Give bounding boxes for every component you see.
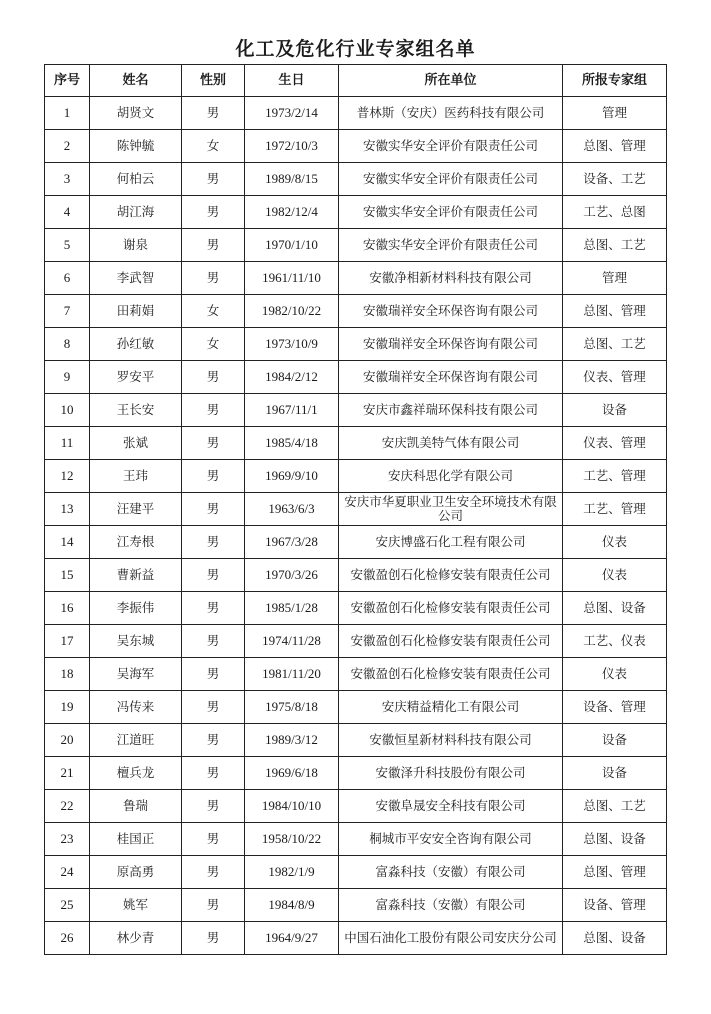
cell-no: 16 [45, 592, 90, 625]
cell-name: 陈钟毓 [90, 130, 182, 163]
cell-group: 总图、工艺 [563, 229, 667, 262]
cell-birthday: 1984/8/9 [245, 889, 339, 922]
cell-group: 总图、工艺 [563, 790, 667, 823]
cell-birthday: 1984/10/10 [245, 790, 339, 823]
cell-birthday: 1970/1/10 [245, 229, 339, 262]
header-birthday: 生日 [245, 65, 339, 97]
cell-no: 14 [45, 526, 90, 559]
cell-group: 仪表 [563, 526, 667, 559]
cell-group: 总图、管理 [563, 295, 667, 328]
table-row [45, 493, 667, 526]
cell-gender: 女 [182, 328, 245, 361]
cell-name: 吴海军 [90, 658, 182, 691]
cell-group: 仪表 [563, 658, 667, 691]
cell-group: 仪表 [563, 559, 667, 592]
table-row [45, 757, 667, 790]
cell-gender: 男 [182, 460, 245, 493]
header-unit: 所在单位 [339, 65, 563, 97]
cell-group: 设备、工艺 [563, 163, 667, 196]
cell-birthday: 1958/10/22 [245, 823, 339, 856]
cell-gender: 男 [182, 427, 245, 460]
cell-no: 20 [45, 724, 90, 757]
cell-group: 设备、管理 [563, 889, 667, 922]
cell-no: 4 [45, 196, 90, 229]
cell-name: 姚军 [90, 889, 182, 922]
cell-no: 13 [45, 493, 90, 526]
table-row [45, 229, 667, 262]
cell-no: 21 [45, 757, 90, 790]
cell-name: 胡江海 [90, 196, 182, 229]
cell-unit: 安徽瑞祥安全环保咨询有限公司 [339, 295, 563, 328]
cell-unit: 安庆科思化学有限公司 [339, 460, 563, 493]
cell-name: 谢泉 [90, 229, 182, 262]
cell-birthday: 1973/2/14 [245, 97, 339, 130]
cell-no: 22 [45, 790, 90, 823]
cell-birthday: 1972/10/3 [245, 130, 339, 163]
cell-gender: 男 [182, 559, 245, 592]
cell-no: 26 [45, 922, 90, 955]
cell-gender: 男 [182, 790, 245, 823]
cell-unit: 安徽实华安全评价有限责任公司 [339, 163, 563, 196]
table-row [45, 163, 667, 196]
cell-gender: 男 [182, 625, 245, 658]
cell-no: 18 [45, 658, 90, 691]
cell-birthday: 1975/8/18 [245, 691, 339, 724]
cell-no: 12 [45, 460, 90, 493]
cell-name: 孙红敏 [90, 328, 182, 361]
cell-unit: 安庆市鑫祥瑞环保科技有限公司 [339, 394, 563, 427]
cell-gender: 男 [182, 229, 245, 262]
cell-birthday: 1985/1/28 [245, 592, 339, 625]
cell-birthday: 1967/3/28 [245, 526, 339, 559]
cell-birthday: 1981/11/20 [245, 658, 339, 691]
cell-group: 工艺、管理 [563, 460, 667, 493]
cell-birthday: 1982/12/4 [245, 196, 339, 229]
cell-unit: 安徽泽升科技股份有限公司 [339, 757, 563, 790]
cell-group: 总图、管理 [563, 856, 667, 889]
cell-gender: 男 [182, 691, 245, 724]
table-header [45, 65, 667, 97]
cell-unit: 安徽盈创石化检修安装有限责任公司 [339, 658, 563, 691]
table-row [45, 592, 667, 625]
cell-unit: 安徽盈创石化检修安装有限责任公司 [339, 625, 563, 658]
cell-no: 17 [45, 625, 90, 658]
table-row [45, 196, 667, 229]
cell-name: 吴东城 [90, 625, 182, 658]
cell-unit: 安徽瑞祥安全环保咨询有限公司 [339, 328, 563, 361]
cell-gender: 男 [182, 526, 245, 559]
cell-unit: 安庆市华夏职业卫生安全环境技术有限公司 [339, 493, 563, 526]
cell-no: 11 [45, 427, 90, 460]
cell-group: 工艺、总图 [563, 196, 667, 229]
cell-name: 王长安 [90, 394, 182, 427]
cell-birthday: 1982/10/22 [245, 295, 339, 328]
cell-gender: 男 [182, 592, 245, 625]
cell-no: 23 [45, 823, 90, 856]
cell-birthday: 1973/10/9 [245, 328, 339, 361]
cell-birthday: 1985/4/18 [245, 427, 339, 460]
cell-unit: 安徽阜晟安全科技有限公司 [339, 790, 563, 823]
table-row [45, 328, 667, 361]
cell-birthday: 1967/11/1 [245, 394, 339, 427]
cell-group: 设备 [563, 757, 667, 790]
cell-name: 李武智 [90, 262, 182, 295]
cell-birthday: 1969/9/10 [245, 460, 339, 493]
header-gender: 性别 [182, 65, 245, 97]
cell-group: 总图、工艺 [563, 328, 667, 361]
cell-no: 7 [45, 295, 90, 328]
cell-birthday: 1964/9/27 [245, 922, 339, 955]
cell-group: 设备 [563, 724, 667, 757]
cell-no: 8 [45, 328, 90, 361]
cell-no: 9 [45, 361, 90, 394]
cell-group: 总图、管理 [563, 130, 667, 163]
cell-unit: 普林斯（安庆）医药科技有限公司 [339, 97, 563, 130]
cell-gender: 男 [182, 889, 245, 922]
cell-gender: 男 [182, 361, 245, 394]
header-group: 所报专家组 [563, 65, 667, 97]
table-row [45, 856, 667, 889]
table-row [45, 658, 667, 691]
cell-name: 罗安平 [90, 361, 182, 394]
cell-gender: 男 [182, 856, 245, 889]
cell-gender: 男 [182, 196, 245, 229]
header-row [45, 65, 667, 97]
cell-unit: 安徽盈创石化检修安装有限责任公司 [339, 592, 563, 625]
cell-name: 曹新益 [90, 559, 182, 592]
table-body [45, 97, 667, 955]
cell-gender: 男 [182, 163, 245, 196]
cell-group: 仪表、管理 [563, 361, 667, 394]
table-row [45, 427, 667, 460]
table-row [45, 262, 667, 295]
table-row [45, 922, 667, 955]
cell-birthday: 1969/6/18 [245, 757, 339, 790]
cell-group: 管理 [563, 97, 667, 130]
cell-unit: 安徽实华安全评价有限责任公司 [339, 196, 563, 229]
table-row [45, 526, 667, 559]
cell-gender: 男 [182, 922, 245, 955]
cell-birthday: 1961/11/10 [245, 262, 339, 295]
table-row [45, 691, 667, 724]
cell-birthday: 1963/6/3 [245, 493, 339, 526]
cell-unit: 安庆凯美特气体有限公司 [339, 427, 563, 460]
cell-gender: 男 [182, 97, 245, 130]
cell-group: 管理 [563, 262, 667, 295]
cell-birthday: 1984/2/12 [245, 361, 339, 394]
cell-no: 6 [45, 262, 90, 295]
cell-no: 10 [45, 394, 90, 427]
table-row [45, 97, 667, 130]
cell-gender: 男 [182, 757, 245, 790]
cell-name: 王玮 [90, 460, 182, 493]
cell-gender: 男 [182, 724, 245, 757]
table-row [45, 130, 667, 163]
cell-unit: 桐城市平安安全咨询有限公司 [339, 823, 563, 856]
cell-gender: 男 [182, 262, 245, 295]
cell-gender: 男 [182, 658, 245, 691]
cell-name: 汪建平 [90, 493, 182, 526]
cell-group: 设备 [563, 394, 667, 427]
cell-unit: 富淼科技（安徽）有限公司 [339, 856, 563, 889]
table-row [45, 559, 667, 592]
cell-name: 张斌 [90, 427, 182, 460]
cell-name: 江道旺 [90, 724, 182, 757]
cell-name: 李振伟 [90, 592, 182, 625]
cell-birthday: 1982/1/9 [245, 856, 339, 889]
table-row [45, 361, 667, 394]
cell-unit: 安徽净相新材料科技有限公司 [339, 262, 563, 295]
cell-group: 工艺、管理 [563, 493, 667, 526]
cell-group: 仪表、管理 [563, 427, 667, 460]
cell-name: 林少青 [90, 922, 182, 955]
cell-name: 檀兵龙 [90, 757, 182, 790]
cell-unit: 安徽实华安全评价有限责任公司 [339, 130, 563, 163]
expert-table [44, 64, 667, 955]
table-row [45, 823, 667, 856]
cell-group: 总图、设备 [563, 823, 667, 856]
cell-name: 胡贤文 [90, 97, 182, 130]
cell-name: 江寿根 [90, 526, 182, 559]
cell-no: 15 [45, 559, 90, 592]
cell-no: 1 [45, 97, 90, 130]
table-row [45, 790, 667, 823]
header-no: 序号 [45, 65, 90, 97]
cell-group: 工艺、仪表 [563, 625, 667, 658]
cell-unit: 安徽恒星新材料科技有限公司 [339, 724, 563, 757]
cell-no: 5 [45, 229, 90, 262]
cell-name: 桂国正 [90, 823, 182, 856]
cell-birthday: 1974/11/28 [245, 625, 339, 658]
cell-no: 25 [45, 889, 90, 922]
cell-birthday: 1989/3/12 [245, 724, 339, 757]
cell-unit: 安徽实华安全评价有限责任公司 [339, 229, 563, 262]
table-row [45, 889, 667, 922]
table-row [45, 394, 667, 427]
cell-group: 总图、设备 [563, 922, 667, 955]
cell-unit: 安庆博盛石化工程有限公司 [339, 526, 563, 559]
cell-no: 3 [45, 163, 90, 196]
cell-unit: 富淼科技（安徽）有限公司 [339, 889, 563, 922]
cell-group: 设备、管理 [563, 691, 667, 724]
cell-name: 冯传来 [90, 691, 182, 724]
cell-unit: 安庆精益精化工有限公司 [339, 691, 563, 724]
cell-gender: 男 [182, 493, 245, 526]
cell-no: 24 [45, 856, 90, 889]
table-row [45, 460, 667, 493]
cell-no: 19 [45, 691, 90, 724]
cell-gender: 女 [182, 295, 245, 328]
cell-no: 2 [45, 130, 90, 163]
table-row [45, 295, 667, 328]
cell-gender: 男 [182, 394, 245, 427]
cell-name: 鲁瑞 [90, 790, 182, 823]
table-row [45, 724, 667, 757]
cell-gender: 男 [182, 823, 245, 856]
cell-unit: 安徽盈创石化检修安装有限责任公司 [339, 559, 563, 592]
page-title: 化工及危化行业专家组名单 [235, 38, 476, 60]
cell-name: 何柏云 [90, 163, 182, 196]
cell-unit: 安徽瑞祥安全环保咨询有限公司 [339, 361, 563, 394]
cell-birthday: 1970/3/26 [245, 559, 339, 592]
cell-name: 田莉娟 [90, 295, 182, 328]
cell-unit: 中国石油化工股份有限公司安庆分公司 [339, 922, 563, 955]
cell-group: 总图、设备 [563, 592, 667, 625]
cell-name: 原高勇 [90, 856, 182, 889]
cell-gender: 女 [182, 130, 245, 163]
cell-birthday: 1989/8/15 [245, 163, 339, 196]
table-row [45, 625, 667, 658]
header-name: 姓名 [90, 65, 182, 97]
